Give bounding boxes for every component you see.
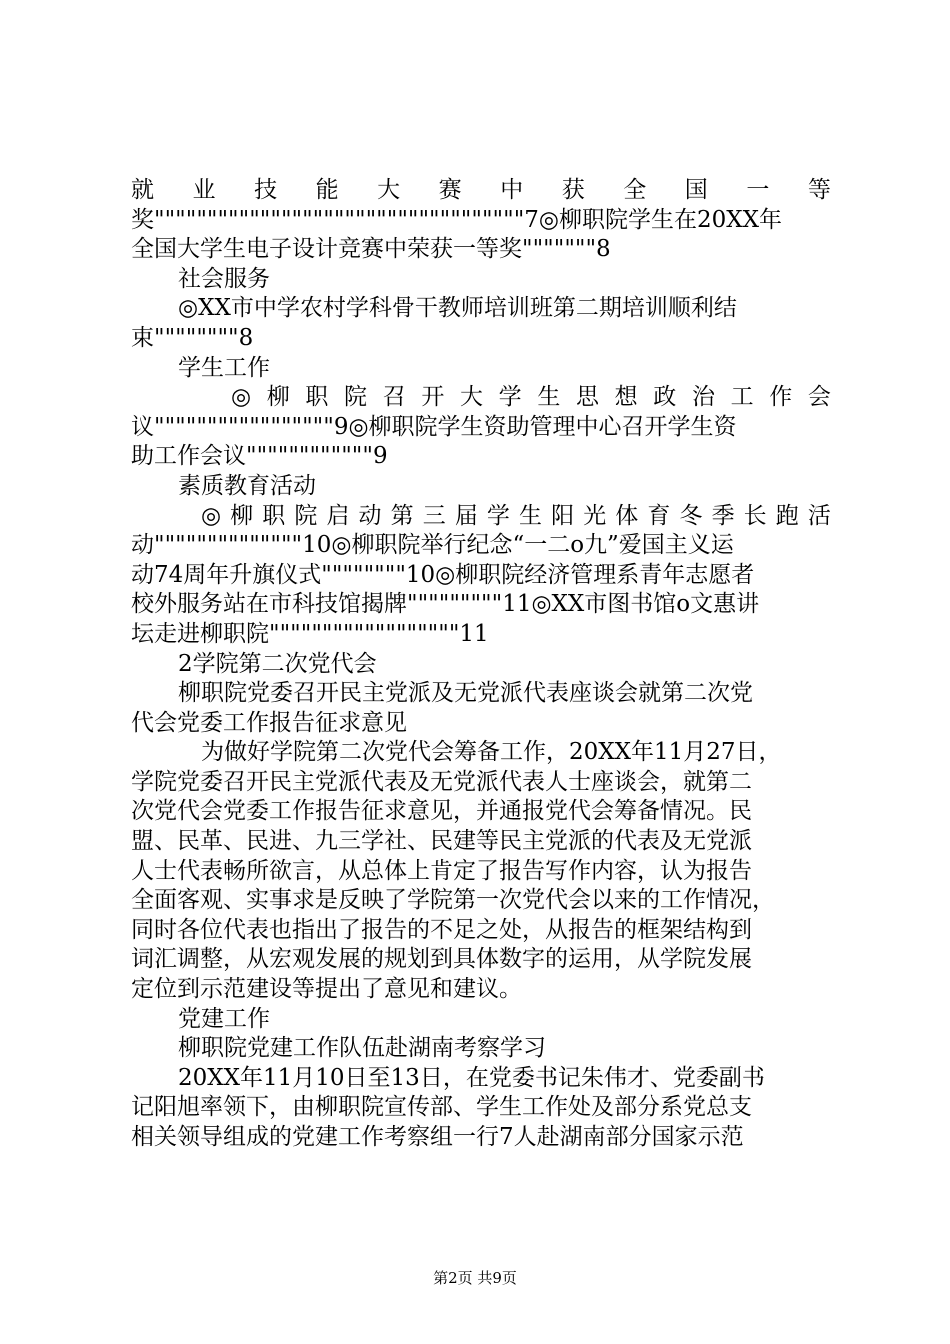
text-line: 奖"""""""""""""""""""""""""""""""""""7◎柳职院学生在20XX年: [131, 206, 782, 233]
paragraph-line: 定位到示范建设等提出了意见和建议。: [131, 976, 522, 1003]
spread-char: 作: [769, 384, 793, 411]
paragraph-line: 为做好学院第二次党代会筹备工作，20XX年11月27日，: [201, 739, 782, 766]
spread-char: 工: [730, 384, 754, 411]
spread-char: 能: [315, 177, 339, 203]
article-title: 柳职院党委召开民主党派及无党派代表座谈会就第二次党: [178, 680, 753, 707]
spread-char: 赛: [438, 177, 462, 203]
spread-char: 一: [746, 177, 770, 203]
spread-char: 院: [294, 502, 318, 529]
section-heading-quality-education: 素质教育活动: [178, 472, 316, 499]
text-line: 束""""""""8: [131, 324, 254, 351]
text-line-justified: [131, 176, 831, 206]
spread-char: 获: [561, 177, 585, 203]
spread-char: 等: [807, 177, 831, 203]
spread-char: 体: [615, 502, 639, 529]
spread-char: 就: [131, 177, 154, 203]
text-line-justified: [131, 502, 831, 532]
article-title-continued: 代会党委工作报告征求意见: [131, 709, 407, 736]
text-line: 动""""""""""""""10◎柳职院举行纪念“一二o九”爱国主义运: [131, 532, 734, 559]
text-line: 坛走进柳职院""""""""""""""""""11: [131, 620, 489, 647]
spread-char: 召: [382, 384, 406, 411]
spread-char: 政: [653, 384, 677, 411]
spread-char: ◎: [201, 502, 222, 529]
spread-char: 活: [807, 502, 831, 529]
spread-char: 思: [575, 384, 599, 411]
spread-char: 学: [498, 384, 522, 411]
spread-char: 季: [711, 502, 735, 529]
section-heading-social-service: 社会服务: [178, 265, 270, 292]
spread-char: 业: [192, 177, 216, 203]
spread-char: 柳: [230, 502, 254, 529]
section-heading-student-work: 学生工作: [178, 354, 270, 381]
paragraph-line: 学院党委召开民主党派代表及无党派代表人士座谈会，就第二: [131, 768, 752, 795]
paragraph-line: 次党代会党委工作报告征求意见，并通报党代会筹备情况。民: [131, 798, 752, 825]
spread-char: 阳: [551, 502, 575, 529]
paragraph-line: 人士代表畅所欲言，从总体上肯定了报告写作内容，认为报告: [131, 857, 752, 884]
spread-char: 职: [262, 502, 286, 529]
spread-char: 三: [422, 502, 446, 529]
spread-char: 职: [305, 384, 329, 411]
spread-char: 冬: [679, 502, 703, 529]
spread-char: 长: [743, 502, 767, 529]
spread-char: 想: [614, 384, 638, 411]
document-body: [131, 176, 831, 1153]
text-line: 全国大学生电子设计竞赛中荣获一等奖"""""""8: [131, 236, 611, 263]
text-line: 助工作会议""""""""""""9: [131, 443, 388, 470]
paragraph-line: 同时各位代表也指出了报告的不足之处，从报告的框架结构到: [131, 916, 752, 943]
section-heading-party-building: 党建工作: [178, 1005, 270, 1032]
spread-char: 技: [254, 177, 278, 203]
spread-char: 生: [537, 384, 561, 411]
text-line: 动74周年升旗仪式""""""""10◎柳职院经济管理系青年志愿者: [131, 561, 755, 588]
spread-char: 柳: [266, 384, 290, 411]
text-line: ◎XX市中学农村学科骨干教师培训班第二期培训顺利结: [178, 295, 737, 322]
spread-char: 国: [684, 177, 708, 203]
spread-char: 启: [326, 502, 350, 529]
text-line-justified: [131, 383, 831, 413]
spread-char: 第: [390, 502, 414, 529]
spread-char: 学: [486, 502, 510, 529]
text-line: 校外服务站在市科技馆揭牌"""""""""11◎XX市图书馆o文惠讲: [131, 591, 760, 618]
spread-char: ◎: [231, 384, 252, 411]
spread-char: 大: [377, 177, 401, 203]
spread-char: 院: [344, 384, 368, 411]
spread-char: 跑: [775, 502, 799, 529]
paragraph-line: 20XX年11月10日至13日，在党委书记朱伟才、党委副书: [178, 1064, 765, 1091]
spread-char: 开: [421, 384, 445, 411]
section-heading-party-congress: 2学院第二次党代会: [178, 650, 377, 677]
paragraph-line: 词汇调整，从宏观发展的规划到具体数字的运用，从学院发展: [131, 946, 752, 973]
article-title: 柳职院党建工作队伍赴湖南考察学习: [178, 1035, 546, 1062]
paragraph-line: 全面客观、实事求是反映了学院第一次党代会以来的工作情况，: [131, 887, 775, 914]
spread-char: 育: [647, 502, 671, 529]
spread-char: 会: [807, 384, 831, 411]
page-number-footer: 第2页 共9页: [433, 1269, 517, 1287]
spread-char: 生: [519, 502, 543, 529]
spread-char: 光: [583, 502, 607, 529]
paragraph-line: 相关领导组成的党建工作考察组一行7人赴湖南部分国家示范: [131, 1124, 744, 1150]
spread-char: 动: [358, 502, 382, 529]
spread-char: 治: [691, 384, 715, 411]
spread-char: 全: [623, 177, 647, 203]
paragraph-line: 记阳旭率领下，由柳职院宣传部、学生工作处及部分系党总支: [131, 1094, 752, 1121]
spread-char: 大: [460, 384, 484, 411]
spread-char: 届: [454, 502, 478, 529]
spread-char: 中: [500, 177, 524, 203]
text-line: 议"""""""""""""""""9◎柳职院学生资助管理中心召开学生资: [131, 413, 737, 440]
paragraph-line: 盟、民革、民进、九三学社、民建等民主党派的代表及无党派: [131, 828, 752, 855]
